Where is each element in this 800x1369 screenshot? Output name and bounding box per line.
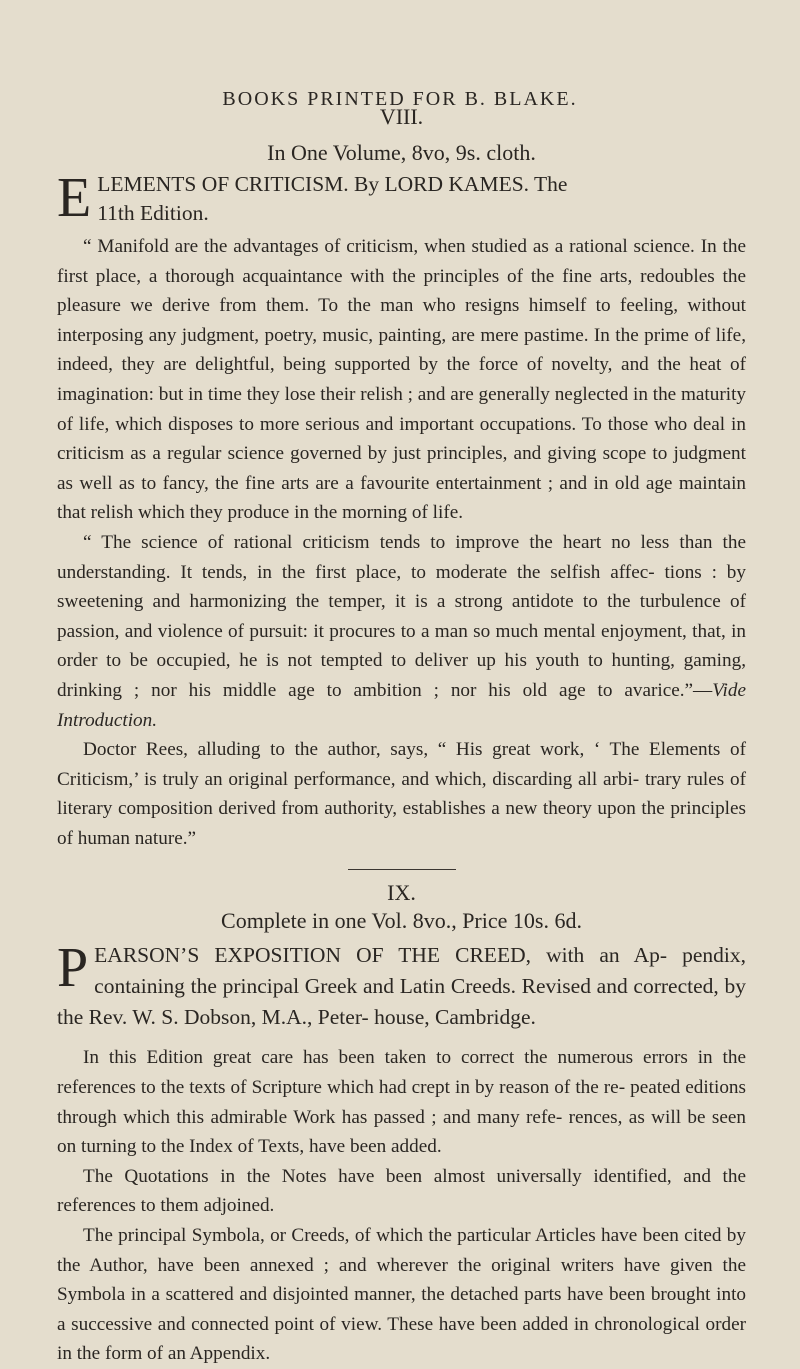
quotation-text: “ The science of rational criticism tends to improve the heart no less than the understanding. It tends, in the first place, to moderate the selfish affec- tions : by sweetening and harmonizing the temper, it is a strong antidote to the turbulence of passion, and violence of pursuit: it procures to a man so much mental enjoyment, that, in order to be occupied, he is not tempted to deliver up his youth to hunting, gaming, drinking ; nor his middle age to ambition ; nor his old age to avarice.”— [57, 531, 746, 701]
description-paragraph: In this Edition great care has been taken to correct the numerous errors in the references to the texts of Scripture which had crept in by reason of the re- peated editions through which this admirable Work has passed ; and many refe- rences, as will be seen on turning to the Index of Texts, have been added. [57, 1047, 746, 1158]
book-edition: 11th Edition. [97, 201, 209, 225]
book-title: EARSON’S EXPOSITION OF THE CREED, with an Ap- pendix, containing the principal Greek and Latin Creeds. Revised and corrected, by the Rev. W. S. Dobson, M.A., Peter- house, Cambridge. [57, 943, 746, 1030]
book-format-line: Complete in one Vol. 8vo., Price 10s. 6d. [221, 908, 582, 934]
book-format-line: In One Volume, 8vo, 9s. cloth. [267, 140, 536, 165]
quotation-paragraph: “ Manifold are the advantages of criticism, when studied as a rational science. In the first place, a thorough acquaintance with the principles of the fine arts, redoubles the pleasure we derive from them. To the man who resigns himself to feeling, without interposing any judgment, poetry, music, painting, are mere pastime. In the prime of life, indeed, they are delightful, being supported by the force of novelty, and the heat of imagination: but in time they lose their relish ; and are generally neglected in the maturity of life, which disposes to more serious and important occupations. To those who deal in criticism as a regular science governed by just principles, and giving scope to judgment as well as to fancy, the fine arts are a favourite entertainment ; and in old age maintain that relish which they produce in the morning of life. [57, 236, 746, 524]
quotation-source: Vide Introduction. [57, 679, 746, 731]
quotation-paragraph [57, 528, 746, 735]
section-ix [57, 880, 746, 1369]
book-title-block [57, 167, 746, 229]
section-numeral: VIII. [379, 104, 424, 129]
section-divider [348, 869, 456, 870]
description-paragraph: The Quotations in the Notes have been almost universally identified, and the references to them adjoined. [57, 1165, 746, 1217]
drop-capital: P [57, 937, 89, 1000]
drop-capital: E [57, 167, 92, 229]
book-title-block [57, 937, 746, 1033]
description-paragraph: The principal Symbola, or Creeds, of which the particular Articles have been cited by the Author, have been annexed ; and wherever the original writers have given the Symbola in a scattered and disjointed manner, the detached parts have been brought into a successive and connected point of view. These have been added in chronological order in the form of an Appendix. [57, 1225, 746, 1365]
book-title: LEMENTS OF CRITICISM. By LORD KAMES. The [97, 172, 568, 196]
review-paragraph: Doctor Rees, alluding to the author, says, “ His great work, ‘ The Elements of Criticism,’ is truly an original performance, and which, discarding all arbi- trary rules of literary composition derived from authority, establishes a new theory upon the principles of human nature.” [57, 739, 746, 849]
section-viii [57, 104, 746, 853]
section-numeral: IX. [387, 880, 416, 906]
running-head: BOOKS PRINTED FOR B. BLAKE. [222, 88, 578, 110]
